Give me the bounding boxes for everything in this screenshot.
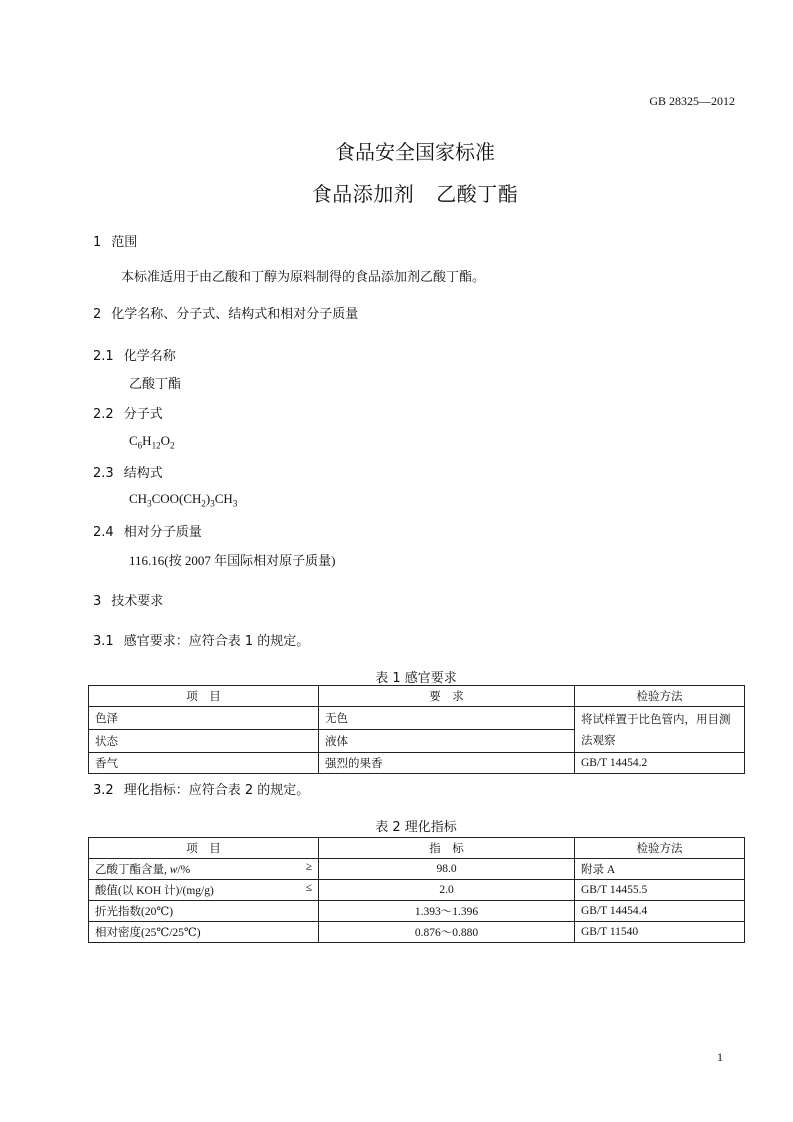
structural-formula: $CH_3COO(CH_2)_3CH_3$ (129, 491, 238, 509)
requirement-cell: 无色 (319, 707, 575, 730)
method-line: 法观察 (581, 735, 616, 747)
section-number: 3.1 (93, 634, 114, 649)
value-cell: 1.393～1.396 (319, 901, 575, 922)
molecular-mass: 116.16(按 2007 年国际相对原子质量) (129, 553, 336, 568)
section-title: 相对分子质量 (123, 525, 202, 540)
table-2 (88, 837, 745, 943)
column-header: 指 标 (319, 838, 575, 859)
comparison-symbol: ≤ (305, 882, 312, 894)
section-3-1-heading (93, 630, 309, 649)
section-number: 2.1 (93, 349, 114, 364)
column-header: 检验方法 (575, 838, 745, 859)
standard-code: GB 28325—2012 (649, 94, 735, 108)
section-title: 结构式 (123, 466, 163, 481)
item-cell: 折光指数(20℃) (89, 901, 319, 922)
section-number: 3.2 (93, 783, 114, 798)
item-cell: 相对密度(25℃/25℃) (89, 922, 319, 943)
table-2-caption: 表 2 理化指标 (375, 820, 457, 835)
table-row (89, 753, 745, 774)
method-cell: GB/T 14454.2 (575, 753, 745, 774)
method-line: 将试样置于比色管内，用目测 (581, 714, 731, 726)
table-1 (88, 685, 745, 774)
section-text: 感官要求：应符合表 1 的规定。 (123, 634, 310, 649)
subtitle-part-2: 乙酸丁酯 (436, 182, 519, 206)
section-title: 化学名称、分子式、结构式和相对分子质量 (111, 307, 359, 322)
section-number: 2 (93, 307, 102, 322)
section-number: 2.3 (93, 466, 114, 481)
item-cell: 乙酸丁酯含量, w/% ≥ (89, 859, 319, 880)
item-cell: 香气 (89, 753, 319, 774)
page-number: 1 (717, 1050, 723, 1064)
table-row (89, 707, 745, 730)
value-cell: 98.0 (319, 859, 575, 880)
section-title: 分子式 (123, 407, 163, 422)
requirement-cell: 强烈的果香 (319, 753, 575, 774)
table-1-caption: 表 1 感官要求 (375, 671, 457, 686)
section-title: 技术要求 (111, 594, 164, 609)
section-title: 化学名称 (123, 349, 176, 364)
section-3-heading (93, 590, 163, 609)
section-1-heading (93, 231, 137, 250)
item-cell: 色泽 (89, 707, 319, 730)
molecular-formula: $C_6H_{12}O_2$ (129, 433, 175, 451)
section-3-2-heading (93, 779, 309, 798)
table-row (89, 859, 745, 880)
section-1-text: 本标准适用于由乙酸和丁醇为原料制得的食品添加剂乙酸丁酯。 (121, 269, 486, 284)
method-cell: GB/T 14455.5 (575, 880, 745, 901)
column-header: 项 目 (89, 686, 319, 707)
table-row (89, 880, 745, 901)
item-cell: 状态 (89, 730, 319, 753)
section-text: 理化指标：应符合表 2 的规定。 (123, 783, 310, 798)
table-header-row (89, 838, 745, 859)
method-cell (575, 707, 745, 753)
column-header: 项 目 (89, 838, 319, 859)
section-2-2-heading (93, 403, 163, 422)
table-row (89, 922, 745, 943)
method-cell: GB/T 11540 (575, 922, 745, 943)
section-number: 1 (93, 235, 102, 250)
value-cell: 0.876～0.880 (319, 922, 575, 943)
column-header: 要 求 (319, 686, 575, 707)
document-subtitle (0, 178, 793, 207)
section-title: 范围 (111, 235, 138, 250)
section-number: 3 (93, 594, 102, 609)
section-2-heading (93, 303, 358, 322)
column-header: 检验方法 (575, 686, 745, 707)
subtitle-part-1: 食品添加剂 (311, 182, 415, 206)
section-number: 2.4 (93, 525, 114, 540)
section-2-1-heading (93, 345, 176, 364)
requirement-cell: 液体 (319, 730, 575, 753)
value-cell: 2.0 (319, 880, 575, 901)
table-row (89, 901, 745, 922)
section-2-3-heading (93, 462, 163, 481)
chemical-name: 乙酸丁酯 (129, 376, 182, 391)
comparison-symbol: ≥ (305, 861, 312, 873)
section-number: 2.2 (93, 407, 114, 422)
table-header-row (89, 686, 745, 707)
document-title: 食品安全国家标准 (335, 140, 495, 164)
section-2-4-heading (93, 521, 202, 540)
item-cell: 酸值(以 KOH 计)/(mg/g) ≤ (89, 880, 319, 901)
method-cell: 附录 A (575, 859, 745, 880)
method-cell: GB/T 14454.4 (575, 901, 745, 922)
